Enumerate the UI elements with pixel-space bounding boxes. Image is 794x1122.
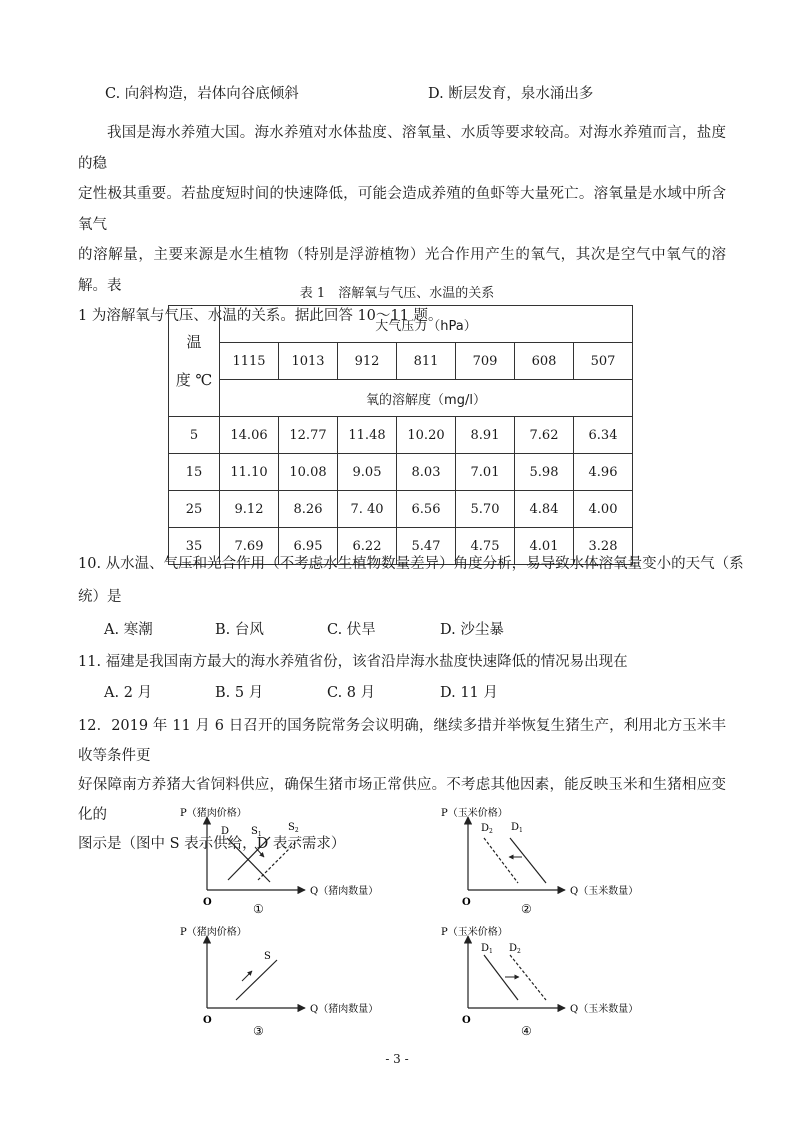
temp-header-cell <box>169 306 220 417</box>
g1-s2-label: $S_2$ <box>288 822 299 834</box>
table-body <box>169 417 633 565</box>
table-row <box>169 454 633 491</box>
graphs-area <box>0 795 794 1095</box>
solubility-cell: 14.06 <box>220 417 279 454</box>
temp-cell: 25 <box>169 491 220 528</box>
q11-stem: 11. 福建是我国南方最大的海水养殖省份，该省沿岸海水盐度快速降低的情况易出现在 <box>78 654 628 670</box>
solubility-cell: 7.69 <box>220 528 279 565</box>
temp-label-top: 温 <box>186 333 202 351</box>
oxygen-table <box>168 305 633 565</box>
solubility-cell: 9.12 <box>220 491 279 528</box>
pressure-cell: 1115 <box>220 343 279 380</box>
solubility-cell: 12.77 <box>279 417 338 454</box>
solubility-cell: 11.10 <box>220 454 279 491</box>
g4-origin: O <box>462 1015 471 1026</box>
q11-option-c: C. 8 月 <box>327 685 376 701</box>
temp-cell: 35 <box>169 528 220 565</box>
table-row <box>169 491 633 528</box>
solubility-cell: 8.26 <box>279 491 338 528</box>
solubility-cell: 6.34 <box>574 417 633 454</box>
q10-option-d: D. 沙尘暴 <box>440 622 504 638</box>
option-c-prev: C. 向斜构造，岩体向谷底倾斜 <box>105 86 299 102</box>
q11-option-a: A. 2 月 <box>104 685 153 701</box>
intro-line-2: 定性极其重要。若盐度短时间的快速降低，可能会造成养殖的鱼虾等大量死亡。溶氧量是水域中所含氧气 <box>78 186 726 233</box>
solubility-cell: 4.75 <box>456 528 515 565</box>
pressure-cell: 912 <box>338 343 397 380</box>
g1-y-label: P（猪肉价格） <box>180 808 247 819</box>
g2-y-label: P（玉米价格） <box>441 808 508 819</box>
graph-2 <box>441 806 638 916</box>
solubility-cell: 4.96 <box>574 454 633 491</box>
g2-demand-d2 <box>484 838 518 883</box>
pressure-cell: 507 <box>574 343 633 380</box>
temp-label-bottom: 度 ℃ <box>175 371 213 389</box>
solubility-cell: 11.48 <box>338 417 397 454</box>
solubility-cell: 9.05 <box>338 454 397 491</box>
g3-x-label: Q（猪肉数量） <box>310 1004 379 1015</box>
q12-line-3: 图示是（图中 S 表示供给，D 表示需求） <box>78 836 346 852</box>
q10-stem-line2: 统）是 <box>78 589 122 605</box>
g1-origin: O <box>203 897 212 908</box>
g4-y-label: P（玉米价格） <box>441 927 508 938</box>
graph-1 <box>180 806 378 916</box>
q12-line-2: 好保障南方养猪大省饲料供应，确保生猪市场正常供应。不考虑其他因素，能反映玉米和生猪相应变化的 <box>78 777 726 823</box>
intro-line-1: 我国是海水养殖大国。海水养殖对水体盐度、溶氧量、水质等要求较高。对海水养殖而言，盐度的稳 <box>78 125 726 172</box>
solubility-cell: 7.62 <box>515 417 574 454</box>
solubility-cell: 7.01 <box>456 454 515 491</box>
table-row <box>169 417 633 454</box>
solubility-cell: 10.20 <box>397 417 456 454</box>
g1-demand-line <box>227 838 270 882</box>
q10-option-a: A. 寒潮 <box>104 622 153 638</box>
solubility-cell: 4.01 <box>515 528 574 565</box>
q11-option-b: B. 5 月 <box>215 685 264 701</box>
g3-s-label: S <box>264 951 271 962</box>
g4-x-label: Q（玉米数量） <box>570 1004 639 1015</box>
solubility-cell: 5.70 <box>456 491 515 528</box>
solubility-cell: 3.28 <box>574 528 633 565</box>
q10-option-b: B. 台风 <box>215 622 264 638</box>
table-caption: 表 1 溶解氧与气压、水温的关系 <box>299 286 495 301</box>
solubility-cell: 5.47 <box>397 528 456 565</box>
pressure-cell: 608 <box>515 343 574 380</box>
intro-line-4: 1 为溶解氧与气压、水温的关系。据此回答 10～11 题。 <box>78 308 443 324</box>
solubility-cell: 8.91 <box>456 417 515 454</box>
q10-option-c: C. 伏旱 <box>327 622 376 638</box>
page-number: - 3 - <box>385 1052 409 1066</box>
g2-d2-label: $D_2$ <box>481 823 493 835</box>
pressure-cell: 811 <box>397 343 456 380</box>
g4-d1-label: $D_1$ <box>481 943 493 955</box>
graph-4 <box>441 925 638 1038</box>
g1-d-label: D <box>221 826 230 837</box>
solubility-cell: 6.95 <box>279 528 338 565</box>
pressure-cell: 709 <box>456 343 515 380</box>
pressure-row <box>169 343 633 380</box>
temp-cell: 5 <box>169 417 220 454</box>
solubility-cell: 8.03 <box>397 454 456 491</box>
option-d-prev: D. 断层发育，泉水涌出多 <box>428 86 594 102</box>
solubility-cell: 10.08 <box>279 454 338 491</box>
q11-option-d: D. 11 月 <box>440 685 498 701</box>
temp-cell: 15 <box>169 454 220 491</box>
solubility-cell: 4.84 <box>515 491 574 528</box>
solubility-cell: 6.56 <box>397 491 456 528</box>
g2-x-label: Q（玉米数量） <box>570 886 639 897</box>
g3-supply-line <box>236 960 277 1000</box>
pressure-cell: 1013 <box>279 343 338 380</box>
graph-3 <box>180 925 378 1038</box>
solubility-cell: 4.00 <box>574 491 633 528</box>
g4-number: ④ <box>521 1024 532 1038</box>
g1-x-label: Q（猪肉数量） <box>310 886 379 897</box>
pressure-header: 大气压力（hPa） <box>220 306 633 343</box>
q10-stem-line1: 10. 从水温、气压和光合作用（不考虑水生植物数量差异）角度分析，易导致水体溶氧量变小的天气（系 <box>78 556 744 572</box>
solubility-cell: 5.98 <box>515 454 574 491</box>
g1-supply-s1 <box>228 837 270 880</box>
g3-origin: O <box>203 1015 212 1026</box>
solubility-header: 氧的溶解度（mg/l） <box>220 380 633 417</box>
g3-number: ③ <box>253 1024 264 1038</box>
g2-number: ② <box>521 902 532 916</box>
intro-line-3: 的溶解量，主要来源是水生植物（特别是浮游植物）光合作用产生的氧气，其次是空气中氧气的溶解。表 <box>78 247 726 294</box>
g2-origin: O <box>462 897 471 908</box>
g3-y-label: P（猪肉价格） <box>180 927 247 938</box>
g1-s1-label: $S_1$ <box>251 826 262 838</box>
q12-line-1: 12．2019 年 11 月 6 日召开的国务院常务会议明确，继续多措并举恢复生猪生产，利用北方玉米丰收等条件更 <box>78 718 726 764</box>
g2-demand-d1 <box>510 838 546 883</box>
solubility-cell: 7. 40 <box>338 491 397 528</box>
g4-d2-label: $D_2$ <box>509 943 521 955</box>
g2-d1-label: $D_1$ <box>511 822 523 834</box>
g1-number: ① <box>253 902 264 916</box>
solubility-cell: 6.22 <box>338 528 397 565</box>
g3-shift-arrow <box>242 971 252 981</box>
